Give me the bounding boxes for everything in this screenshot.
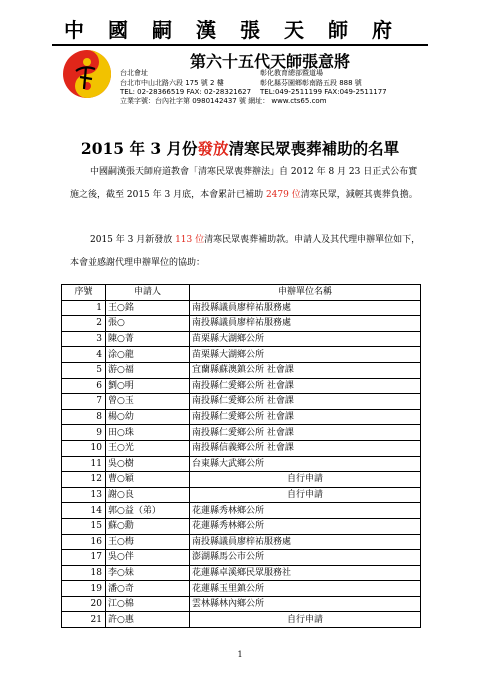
address-line: 台北會址 <box>120 69 148 77</box>
document-title <box>0 137 480 159</box>
registration-line: 立業字號：台內社字第 0980142437 號 網址： www.cts65.com <box>120 97 327 105</box>
table-row <box>62 472 421 488</box>
agency-name: 花蓮縣卓溪鄉民眾服務社 <box>190 565 421 581</box>
applicant-name: 謝○良 <box>106 487 190 503</box>
letterhead <box>0 0 480 105</box>
applicant-name: 王○銘 <box>106 300 190 316</box>
agency-name: 花蓮縣秀林鄉公所 <box>190 503 421 519</box>
monthly-paragraph <box>70 229 422 275</box>
applicant-name: 陳○菁 <box>106 331 190 347</box>
table-row <box>62 456 421 472</box>
monthly-count: 113 位 <box>175 235 205 245</box>
agency-name: 自行申請 <box>190 612 421 628</box>
intro-text-end: 清寒民眾，減輕其喪葬負擔。 <box>300 190 418 200</box>
table-row <box>62 534 421 550</box>
table-row <box>62 394 421 410</box>
table-row <box>62 300 421 316</box>
table-row <box>62 581 421 597</box>
tai-chi-logo-icon <box>62 49 112 99</box>
agency-name: 台東縣大武鄉公所 <box>190 456 421 472</box>
row-number: 15 <box>62 518 106 534</box>
row-number: 7 <box>62 394 106 410</box>
applicant-name: 王○光 <box>106 440 190 456</box>
address-line: 彰化教育總部暨道場 <box>260 69 323 77</box>
applicant-name: 郭○益（弟） <box>106 503 190 519</box>
table-row <box>62 612 421 628</box>
total-count: 2479 位 <box>265 190 301 200</box>
applicant-name: 李○妹 <box>106 565 190 581</box>
taipei-address <box>120 69 251 98</box>
table-row <box>62 550 421 566</box>
table-row <box>62 565 421 581</box>
applicant-name: 田○珠 <box>106 425 190 441</box>
agency-name: 南投縣議員廖梓祐服務處 <box>190 534 421 550</box>
page-number: 1 <box>237 650 243 659</box>
intro-text: 中國嗣漢張天師府道教會「清寒民眾喪葬辦法」自 2012 年 8 月 23 日正式公布實施之後，截至 2015 年 3 月底，本會累計已補助 <box>70 167 418 200</box>
agency-name: 南投縣仁愛鄉公所 社會課 <box>190 425 421 441</box>
table-row <box>62 440 421 456</box>
applicant-name: 涂○龍 <box>106 347 190 363</box>
row-number: 16 <box>62 534 106 550</box>
row-number: 21 <box>62 612 106 628</box>
agency-name: 澎湖縣馬公市公所 <box>190 550 421 566</box>
table-row <box>62 331 421 347</box>
table-row <box>62 425 421 441</box>
agency-name: 自行申請 <box>190 472 421 488</box>
applicant-name: 曾○玉 <box>106 394 190 410</box>
agency-name: 南投縣信義鄉公所 社會課 <box>190 440 421 456</box>
applicant-name: 潘○奇 <box>106 581 190 597</box>
address-line: TEL:049-2511199 FAX:049-2511177 <box>260 88 387 96</box>
monthly-text: 2015 年 3 月新發放 <box>90 235 176 245</box>
intro-paragraph <box>70 161 422 207</box>
header-divider <box>52 44 428 46</box>
row-number: 13 <box>62 487 106 503</box>
applicant-name: 蘇○勳 <box>106 518 190 534</box>
row-number: 11 <box>62 456 106 472</box>
agency-name: 花蓮縣秀林鄉公所 <box>190 518 421 534</box>
agency-name: 苗栗縣大湖鄉公所 <box>190 347 421 363</box>
address-line: 台北市中山北路六段 175 號 2 樓 <box>120 78 224 87</box>
table-header-row <box>62 285 421 301</box>
row-number: 20 <box>62 596 106 612</box>
title-accent: 發放 <box>197 139 229 158</box>
table-row <box>62 378 421 394</box>
agency-name: 雲林縣林內鄉公所 <box>190 596 421 612</box>
applicant-name: 曹○穎 <box>106 472 190 488</box>
agency-name: 南投縣仁愛鄉公所 社會課 <box>190 378 421 394</box>
agency-name: 苗栗縣大湖鄉公所 <box>190 331 421 347</box>
row-number: 18 <box>62 565 106 581</box>
tianshi-title: 第六十五代天師張意將 <box>189 52 350 71</box>
col-header-applicant: 申請人 <box>106 285 190 301</box>
org-title: 中國嗣漢張天師府 <box>64 18 416 42</box>
row-number: 2 <box>62 316 106 332</box>
applicant-name: 楊○幼 <box>106 409 190 425</box>
applicant-name: 劉○明 <box>106 378 190 394</box>
applicant-name: 吳○樹 <box>106 456 190 472</box>
row-number: 9 <box>62 425 106 441</box>
agency-name: 花蓮縣玉里鎮公所 <box>190 581 421 597</box>
applicant-name: 吳○伴 <box>106 550 190 566</box>
row-number: 14 <box>62 503 106 519</box>
recipient-table <box>61 284 421 628</box>
table-row <box>62 347 421 363</box>
row-number: 3 <box>62 331 106 347</box>
row-number: 19 <box>62 581 106 597</box>
address-line: TEL: 02-28366519 FAX: 02-28321627 <box>120 88 252 96</box>
applicant-name: 游○福 <box>106 362 190 378</box>
agency-name: 南投縣仁愛鄉公所 社會課 <box>190 409 421 425</box>
title-rest: 清寒民眾喪葬補助的名單 <box>228 139 400 158</box>
agency-name: 南投縣仁愛鄉公所 社會課 <box>190 394 421 410</box>
table-row <box>62 518 421 534</box>
row-number: 17 <box>62 550 106 566</box>
row-number: 4 <box>62 347 106 363</box>
row-number: 1 <box>62 300 106 316</box>
row-number: 8 <box>62 409 106 425</box>
table-row <box>62 316 421 332</box>
applicant-name: 王○梅 <box>106 534 190 550</box>
applicant-name: 江○棉 <box>106 596 190 612</box>
address-line: 彰化縣芬園鄉彰南路五段 888 號 <box>260 78 362 87</box>
row-number: 10 <box>62 440 106 456</box>
col-header-unit: 申辦單位名稱 <box>190 285 421 301</box>
applicant-name: 張○ <box>106 316 190 332</box>
row-number: 12 <box>62 472 106 488</box>
table-row <box>62 409 421 425</box>
applicant-name: 許○惠 <box>106 612 190 628</box>
table-row <box>62 503 421 519</box>
table-row <box>62 362 421 378</box>
title-date: 2015 年 3 月份 <box>80 139 198 158</box>
table-row <box>62 487 421 503</box>
row-number: 6 <box>62 378 106 394</box>
agency-name: 南投縣議員廖梓祐服務處 <box>190 300 421 316</box>
agency-name: 南投縣議員廖梓祐服務處 <box>190 316 421 332</box>
agency-name: 宜蘭縣蘇澳鎮公所 社會課 <box>190 362 421 378</box>
changhua-address <box>260 69 387 98</box>
col-header-number: 序號 <box>62 285 106 301</box>
row-number: 5 <box>62 362 106 378</box>
monthly-text-end: 清寒民眾喪葬補助款。申請人及其代理申辦單位如下，本會並感謝代理申辦單位的協助： <box>70 235 421 268</box>
table-row <box>62 596 421 612</box>
agency-name: 自行申請 <box>190 487 421 503</box>
